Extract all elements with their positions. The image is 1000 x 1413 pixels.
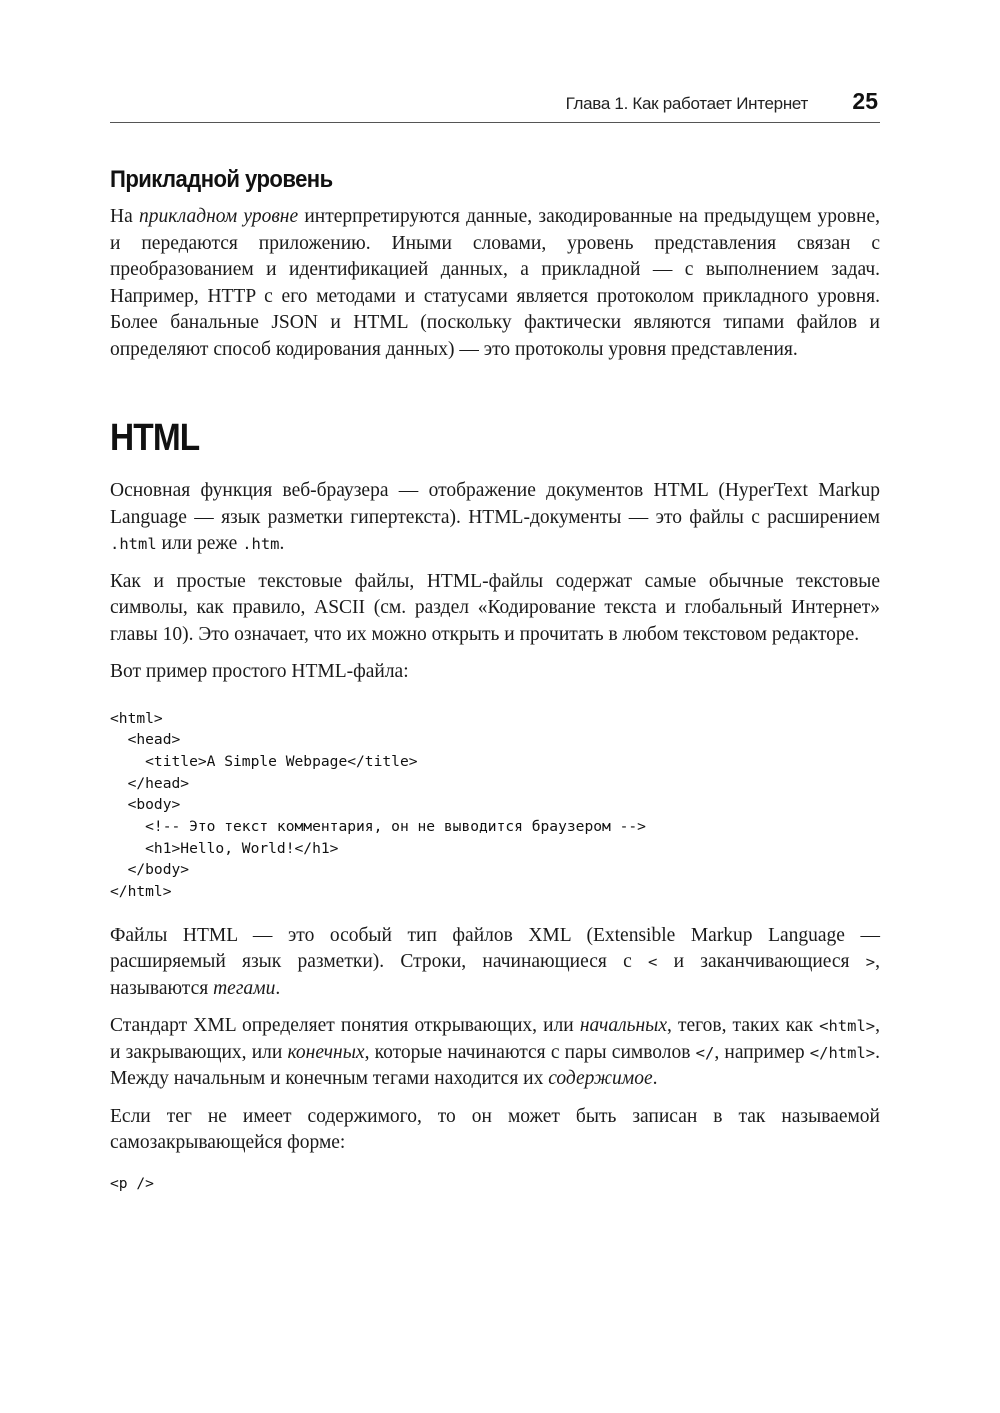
paragraph-application-layer: На прикладном уровне интерпретируются данные, закодированные на предыдущем уровне, и передаются приложению. Иными словами, уровень представления связан с преобразованием и идентификацией данных, а прикладной — с выполнением задач. Например, HTTP с его методами и статусами является протоколом прикладного уровня. Более банальные JSON и HTML (поскольку фактически являются типами файлов и определяют способ кодирования данных) — это протоколы уровня представления.: [110, 206, 880, 360]
paragraph-self-closing: Если тег не имеет содержимого, то он может быть записан в так называемой самозакрывающейся форме:: [110, 1105, 880, 1154]
term-closing: конечных: [287, 1041, 365, 1063]
inline-code-html-close: </html>: [809, 1043, 876, 1062]
term-tags: тегами: [213, 977, 276, 999]
code-block-html-example: <html> <head> <title>A Simple Webpage</title> </head> <body> <!-- Это текст комментария, он не выводится браузером --> <h1>Hello, World!</h1> </body> </html>: [110, 709, 646, 901]
paragraph-xml-standard: Стандарт XML определяет понятия открывающих, или начальных, тегов, таких как <html>, и закрывающих, или конечных, которые начинаются с пары символов </, например </html>. Между начальным и конечным тегами находится их содержимое.: [110, 1015, 881, 1090]
paragraph-browser-function: Основная функция веб-браузера — отображение документов HTML (HyperText Markup Language — язык разметки гипертекста). HTML-документы — это файлы с расширением .html или реже .htm.: [110, 480, 880, 554]
term-opening: начальных: [579, 1015, 667, 1037]
running-title: Глава 1. Как работает Интернет: [565, 94, 808, 113]
section-heading-application-layer: Прикладной уровень: [110, 166, 333, 193]
inline-code-close-prefix: </: [695, 1043, 715, 1062]
page-content: [110, 166, 880, 1215]
inline-code-gt: >: [865, 953, 876, 972]
term-application-layer: прикладном уровне: [138, 206, 299, 227]
paragraph-example-intro: Вот пример простого HTML-файла:: [110, 661, 409, 682]
running-header: [110, 88, 880, 123]
inline-code-html-ext: .html: [110, 535, 157, 553]
paragraph-xml-files: Файлы HTML — это особый тип файлов XML (Extensible Markup Language — расширяемый язык разметки). Строки, начинающиеся с < и заканчивающиеся >, называются тегами.: [110, 924, 880, 999]
inline-code-htm-ext: .htm: [242, 535, 280, 553]
inline-code-lt: <: [648, 953, 658, 972]
term-content: содержимое: [548, 1068, 653, 1090]
code-block-self-closing: <p />: [110, 1174, 154, 1192]
inline-code-html-open: <html>: [819, 1017, 876, 1036]
paragraph-text-files: Как и простые текстовые файлы, HTML-файлы содержат самые обычные текстовые символы, как правило, ASCII (см. раздел «Кодирование текста и глобальный Интернет» главы 10). Это означает, что их можно открыть и прочитать в любом текстовом редакторе.: [110, 570, 880, 645]
page-number: 25: [852, 88, 878, 114]
section-heading-html: HTML: [110, 417, 200, 459]
